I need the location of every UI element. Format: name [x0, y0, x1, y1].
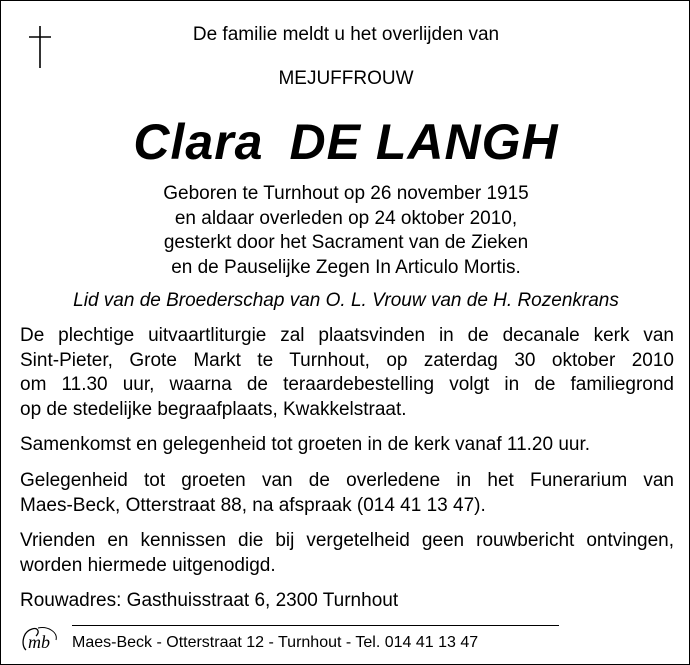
footer-text: Maes-Beck - Otterstraat 12 - Turnhout - Tel. 014 41 13 47 — [72, 634, 479, 651]
detail-line: gesterkt door het Sacrament van de Zieken — [163, 232, 529, 253]
intro-line: De familie meldt u het overlijden van — [192, 24, 500, 45]
invitation-paragraph — [20, 529, 674, 578]
paragraph-line: Rouwadres: Gasthuisstraat 6, 2300 Turnhout — [20, 590, 399, 611]
detail-line: en de Pauselijke Zegen In Articulo Mortis. — [171, 256, 521, 278]
viewing-paragraph — [20, 469, 674, 518]
last-name: DE LANGH — [289, 114, 559, 170]
paragraph-line: om 11.30 uur, waarna de teraardebestelling volgt in de familiegrond — [20, 374, 674, 395]
first-name: Clara — [133, 114, 264, 170]
paragraph-line: worden hiermede uitgenodigd. — [20, 554, 276, 576]
detail-line: en aldaar overleden op 24 oktober 2010, — [174, 207, 518, 229]
paragraph-line: Vrienden en kennissen die bij vergetelheid geen rouwbericht ontvingen, — [20, 530, 674, 551]
paragraph-line: Maes-Beck, Otterstraat 88, na afspraak (014 41 13 47). — [20, 494, 486, 516]
paragraph-line: Sint-Pieter, Grote Markt te Turnhout, op zaterdag 30 oktober 2010 — [20, 349, 674, 371]
mb-logo-icon — [18, 624, 62, 656]
funeral-paragraph — [20, 324, 674, 422]
logo-text: mb — [28, 632, 50, 652]
detail-line: Geboren te Turnhout op 26 november 1915 — [163, 183, 529, 204]
life-details — [1, 182, 690, 280]
membership-line: Lid van de Broederschap van O. L. Vrouw van de H. Rozenkrans — [73, 290, 619, 311]
paragraph-line: Gelegenheid tot groeten van de overledene in het Funerarium van — [20, 470, 674, 491]
paragraph-line: De plechtige uitvaartliturgie zal plaatsvinden in de decanale kerk van — [20, 325, 674, 346]
address-paragraph — [20, 589, 674, 614]
paragraph-line: Samenkomst en gelegenheid tot groeten in de kerk vanaf 11.20 uur. — [20, 434, 591, 455]
paragraph-line: op de stedelijke begraafplaats, Kwakkelstraat. — [20, 398, 407, 420]
deceased-name — [1, 112, 690, 172]
gathering-paragraph — [20, 433, 674, 458]
honorific: MEJUFFROUW — [278, 68, 414, 89]
footer-divider — [72, 625, 559, 626]
